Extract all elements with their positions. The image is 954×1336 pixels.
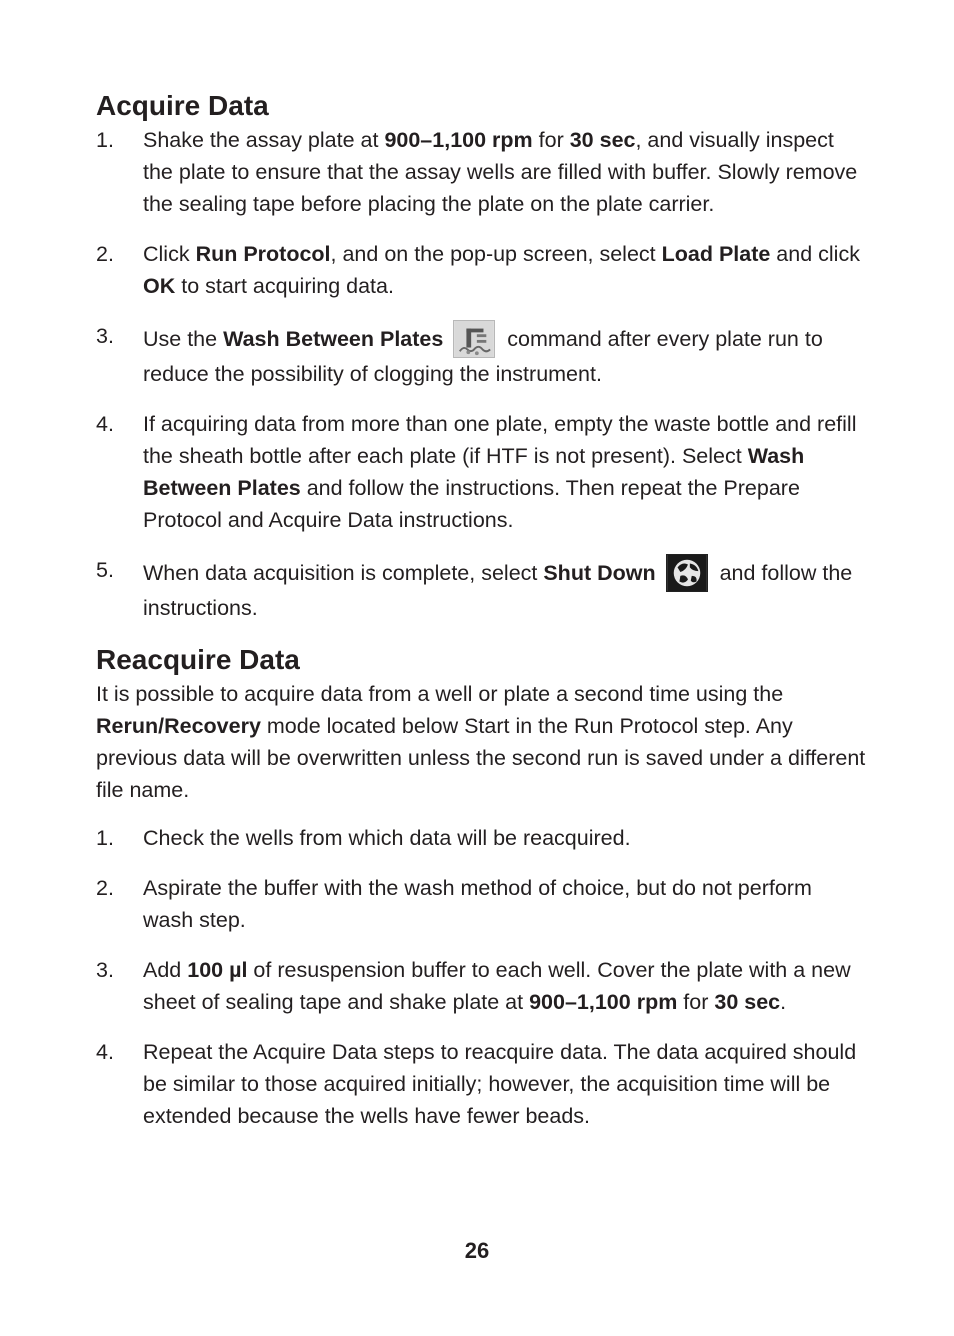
acquire-step-4 bbox=[96, 408, 866, 536]
step-text: Check the wells from which data will be reacquired. bbox=[143, 826, 631, 850]
document-page bbox=[96, 88, 866, 1150]
step-number: 1. bbox=[96, 128, 114, 152]
step-number: 2. bbox=[96, 242, 114, 266]
acquire-data-heading: Acquire Data bbox=[96, 90, 269, 121]
step-number: 4. bbox=[96, 412, 114, 436]
step-text: If acquiring data from more than one plate, empty the waste bottle and refill the sheath bottle after each plate (if HTF is not present). Select Wash Between Plates and follow the instructions. Then repeat the Prepare Protocol and Acquire Data instructions. bbox=[143, 412, 857, 532]
step-text: Click Run Protocol, and on the pop-up screen, select Load Plate and click OK to start acquiring data. bbox=[143, 242, 860, 298]
reacquire-steps-list bbox=[96, 822, 866, 1132]
reacquire-intro: It is possible to acquire data from a well or plate a second time using the Rerun/Recovery mode located below Start in the Run Protocol step. Any previous data will be overwritten unless the second run is saved under a different file name. bbox=[96, 682, 866, 802]
reacquire-step-2 bbox=[96, 872, 866, 936]
page-number: 26 bbox=[464, 1238, 490, 1263]
step-number: 1. bbox=[96, 826, 114, 850]
shut-down-icon bbox=[666, 554, 708, 592]
step-number: 5. bbox=[96, 558, 114, 582]
step-number: 2. bbox=[96, 876, 114, 900]
step-text: Use the Wash Between Plates command after every plate run to reduce the possibility of clogging the instrument. bbox=[143, 320, 866, 390]
step-text: When data acquisition is complete, select Shut Down and follow the instructions. bbox=[143, 554, 866, 624]
acquire-step-1 bbox=[96, 124, 866, 220]
reacquire-step-4 bbox=[96, 1036, 866, 1132]
acquire-step-3 bbox=[96, 320, 866, 390]
acquire-step-2 bbox=[96, 238, 866, 302]
step-number: 4. bbox=[96, 1040, 114, 1064]
step-number: 3. bbox=[96, 958, 114, 982]
step-number: 3. bbox=[96, 324, 114, 348]
step-text: Aspirate the buffer with the wash method of choice, but do not perform wash step. bbox=[143, 876, 812, 932]
step-text: Shake the assay plate at 900–1,100 rpm for 30 sec, and visually inspect the plate to ensure that the assay wells are filled with buffer. Slowly remove the sealing tape before placing the plate on the plate carrier. bbox=[143, 128, 858, 216]
reacquire-data-heading: Reacquire Data bbox=[96, 644, 300, 675]
acquire-steps-list bbox=[96, 124, 866, 624]
reacquire-step-3 bbox=[96, 954, 866, 1018]
reacquire-step-1 bbox=[96, 822, 866, 854]
step-text: Add 100 µl of resuspension buffer to each well. Cover the plate with a new sheet of sealing tape and shake plate at 900–1,100 rpm for 30 sec. bbox=[143, 958, 851, 1014]
acquire-step-5 bbox=[96, 554, 866, 624]
step-text: Repeat the Acquire Data steps to reacquire data. The data acquired should be similar to those acquired initially; however, the acquisition time will be extended because the wells have fewer beads. bbox=[143, 1040, 857, 1128]
wash-between-plates-icon bbox=[453, 320, 495, 358]
